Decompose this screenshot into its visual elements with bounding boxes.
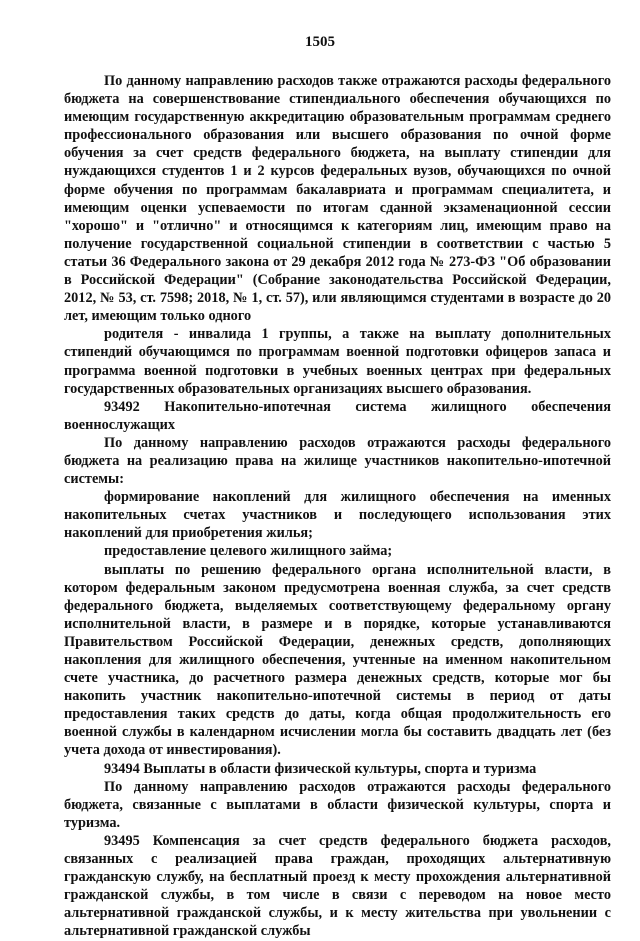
- paragraph-sports: По данному направлению расходов отражаются расходы федерального бюджета, связанные с выплатами в области физической культуры, спорта и туризма.: [64, 778, 611, 831]
- paragraph-housing-intro: По данному направлению расходов отражаются расходы федерального бюджета на реализацию права на жилище участников накопительно-ипотечной системы:: [64, 434, 611, 488]
- heading-word-2: система: [355, 398, 407, 415]
- section-heading-93495: 93495 Компенсация за счет средств федерального бюджета расходов, связанных с реализацией права граждан, проходящих альтернативную гражданскую службу, на бесплатный проезд к месту прохождения альтернативной гражданской службы, в том числе в связи с переводом на новое место альтернативной гражданской службы, и к месту жительства при увольнении с альтернативной гражданской службы: [64, 832, 611, 940]
- heading-word-4: обеспечения: [531, 398, 611, 415]
- heading-word-3: жилищного: [431, 398, 507, 415]
- paragraph-housing-savings: формирование накоплений для жилищного обеспечения на именных накопительных счетах участников и последующего использования этих накоплений для приобретения жилья;: [64, 489, 611, 542]
- document-body: [64, 72, 611, 941]
- paragraph-stipend: По данному направлению расходов также отражаются расходы федерального бюджета на совершенствование стипендиального обеспечения обучающихся по имеющим государственную аккредитацию образовательным программам среднего профессионального образования или высшего образования по очной форме обучения за счет средств федерального бюджета, на выплату стипендии для нуждающихся студентов 1 и 2 курсов федеральных вузов, обучающихся по очной форме обучения по программам бакалавриата и программам специалитета, и имеющим оценки успеваемости по итогам сданной экзаменационной сессии "хорошо" и "отлично" и относящимся к категориям лиц, имеющим право на получение государственной социальной стипендии в соответствии с частью 5 статьи 36 Федерального закона от 29 декабря 2012 года № 273-ФЗ "Об образовании в Российской Федерации" (Собрание законодательства Российской Федерации, 2012, № 53, ст. 7598; 2018, № 1, ст. 57), или являющимся студентами в возрасте до 20 лет, имеющим только одного: [64, 73, 611, 325]
- section-heading-93492-continuation: военнослужащих: [64, 416, 176, 433]
- section-code-93492: 93492: [104, 398, 140, 415]
- section-heading-93494: 93494 Выплаты в области физической культуры, спорта и туризма: [104, 760, 537, 777]
- page-number: 1505: [305, 34, 335, 50]
- paragraph-stipend-continued: родителя - инвалида 1 группы, а также на выплату дополнительных стипендий обучающимся по программам военной подготовки офицеров запаса и программа военной подготовки в учебных военных центрах при федеральных государственных образовательных организациях высшего образования.: [64, 326, 611, 397]
- section-heading-93492-line: [64, 398, 611, 416]
- heading-word-1: Накопительно-ипотечная: [164, 398, 331, 415]
- section-heading-93492: [64, 398, 611, 434]
- paragraph-housing-loan: предоставление целевого жилищного займа;: [104, 543, 393, 560]
- paragraph-housing-payments: выплаты по решению федерального органа исполнительной власти, в котором федеральным законом предусмотрена военная служба, за счет средств федерального бюджета, выделяемых соответствующему федеральному органу исполнительной власти, в размере и в порядке, которые устанавливаются Правительством Российской Федерации, денежных средств, дополняющих накопления для жилищного обеспечения, учтенные на именном накопительном счете участника, до расчетного размера денежных средств, которые мог бы накопить участник накопительно-ипотечной системы в период от даты предоставления таких средств до даты, когда общая продолжительность его военной службы в календарном исчислении могла бы составить двадцать лет (без учета дохода от инвестирования).: [64, 561, 611, 759]
